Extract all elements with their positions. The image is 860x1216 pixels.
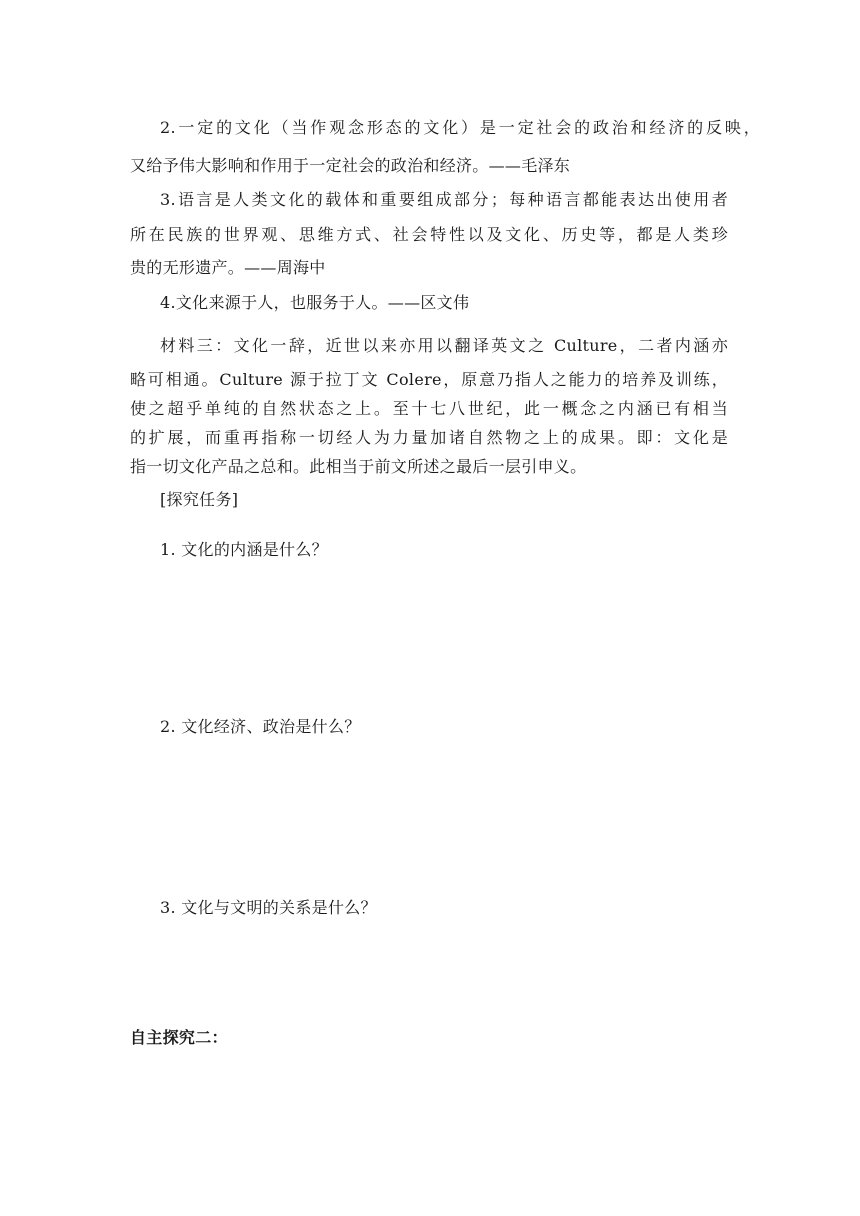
- material-3-line-4: 的扩展，而重再指称一切经人为力量加诸自然物之上的成果。即：文化是: [130, 428, 728, 447]
- material-3-line-2: 略可相通。Culture 源于拉丁文 Colere，原意乃指人之能力的培养及训练，: [130, 370, 728, 389]
- quote-2-line-2: 又给予伟大影响和作用于一定社会的政治和经济。——毛泽东: [130, 156, 571, 175]
- material-3-line-3: 使之超乎单纯的自然状态之上。至十七八世纪，此一概念之内涵已有相当: [130, 399, 728, 418]
- question-3: 3. 文化与文明的关系是什么？: [160, 898, 377, 917]
- quote-3-line-2: 所在民族的世界观、思维方式、社会特性以及文化、历史等，都是人类珍: [130, 225, 728, 244]
- material-3-line-5: 指一切文化产品之总和。此相当于前文所述之最后一层引申义。: [130, 457, 587, 476]
- quote-2-line-1: 2.一定的文化（当作观念形态的文化）是一定社会的政治和经济的反映，: [160, 118, 760, 137]
- material-3-line-1: 材料三：文化一辞，近世以来亦用以翻译英文之 Culture，二者内涵亦: [160, 336, 728, 355]
- quote-3-line-1: 3.语言是人类文化的载体和重要组成部分；每种语言都能表达出使用者: [160, 190, 728, 209]
- quote-4-line-1: 4.文化来源于人，也服务于人。——区文伟: [160, 293, 470, 312]
- question-1: 1. 文化的内涵是什么？: [160, 540, 328, 559]
- question-2: 2. 文化经济、政治是什么？: [160, 717, 361, 736]
- task-heading: [探究任务]: [160, 490, 239, 509]
- section-heading: 自主探究二：: [130, 1028, 228, 1047]
- quote-3-line-3: 贵的无形遗产。——周海中: [130, 258, 326, 277]
